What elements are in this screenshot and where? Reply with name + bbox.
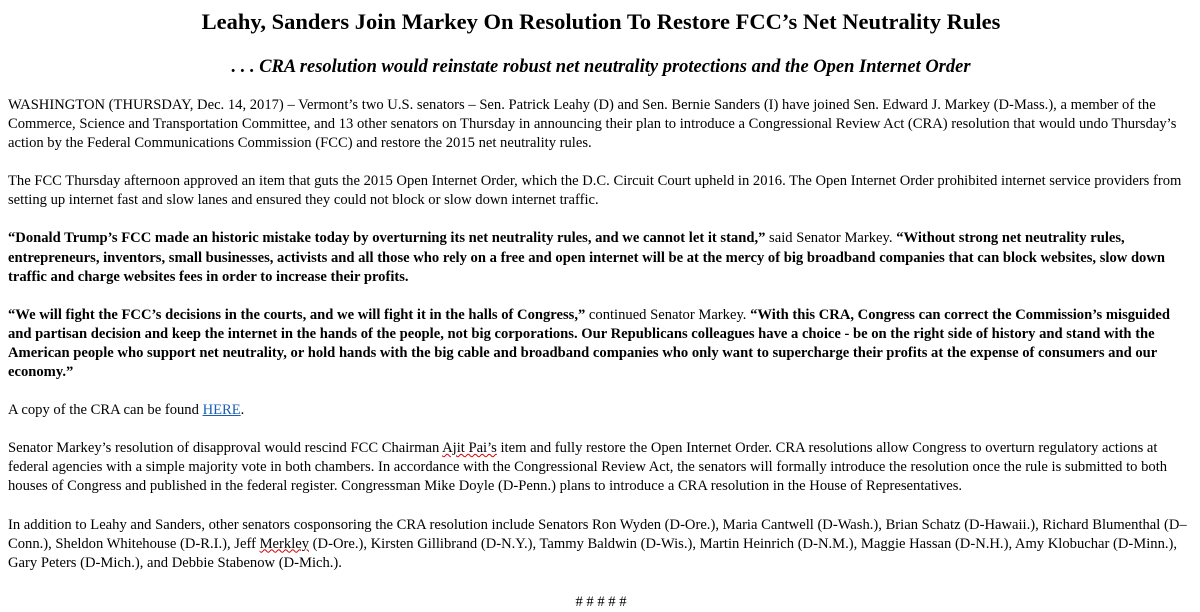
paragraph-markey-quote-1: [8, 229, 1194, 286]
quote-text: “Without strong net neutrality rules, entrepreneurs, inventors, small businesses, activists and all those who rely on a free and open internet will be at the mercy of big broadband companies that can block websites, slow down traffic and charge websites fees in order to increase their profits.: [8, 230, 1166, 285]
end-mark: # # # # #: [575, 593, 627, 610]
misspelled-name: Merkley: [259, 535, 310, 552]
cra-here-link[interactable]: HERE: [202, 402, 241, 419]
press-release-document: [0, 8, 1200, 610]
headline: Leahy, Sanders Join Markey On Resolution To Restore FCC’s Net Neutrality Rules: [201, 9, 1001, 34]
quote-text: “Donald Trump’s FCC made an historic mistake today by overturning its net neutrality rules, and we cannot let it stand,”: [8, 230, 766, 247]
paragraph-cra-copy: [8, 401, 1194, 420]
resolution-text: item and fully restore the Open Internet Order. CRA resolutions allow Congress to overturn regulatory actions at federal agencies with a simple majority vote in both chambers. In accordance with the Congressional Review Act, the senators will formally introduce the resolution once the rule is submitted to both houses of Congress and published in the federal register. Congressman Mike Doyle (D-Penn.) plans to introduce a CRA resolution in the House of Representatives.: [8, 440, 1168, 495]
paragraph-intro: WASHINGTON (THURSDAY, Dec. 14, 2017) – Vermont’s two U.S. senators – Sen. Patrick Leahy (D) and Sen. Bernie Sanders (I) have joined Sen. Edward J. Markey (D-Mass.), a member of the Commerce, Science and Transportation Committee, and 13 other senators on Thursday in announcing their plan to introduce a Congressional Review Act (CRA) resolution that would undo Thursday’s action by the Federal Communications Commission (FCC) and restore the 2015 net neutrality rules.: [8, 97, 1177, 152]
quote-text: “We will fight the FCC’s decisions in the courts, and we will fight it in the halls of Congress,”: [8, 306, 586, 323]
cra-copy-end: .: [240, 402, 245, 419]
resolution-text: Senator Markey’s resolution of disapproval would rescind FCC Chairman: [8, 440, 443, 457]
subheadline: . . . CRA resolution would reinstate robust net neutrality protections and the Open Internet Order: [231, 57, 971, 77]
cosponsors-text: In addition to Leahy and Sanders, other senators cosponsoring the CRA resolution include Senators Ron Wyden (D-Ore.), Maria Cantwell (D-Wash.), Brian Schatz (D-Hawaii.), Richard Blumenthal (D–Conn.), Sheldon Whitehouse (D-R.I.), Jeff: [8, 516, 1187, 552]
paragraph-resolution-details: [8, 439, 1194, 496]
paragraph-markey-quote-2: [8, 306, 1194, 382]
quote-attribution: continued Senator Markey.: [585, 306, 751, 323]
quote-text: “With this CRA, Congress can correct the Commission’s misguided and partisan decision and keep the internet in the hands of the people, not big corporations. Our Republicans colleagues have a choice - be on the right side of history and stand with the American people who support net neutrality, or hold hands with the big cable and broadband companies who only want to supercharge their profits at the expense of consumers and our economy.”: [8, 306, 1170, 381]
paragraph-fcc-action: The FCC Thursday afternoon approved an item that guts the 2015 Open Internet Order, which the D.C. Circuit Court upheld in 2016. The Open Internet Order prohibited internet service providers from setting up internet fast and slow lanes and ensured they could not block or slow down internet traffic.: [8, 173, 1182, 209]
paragraph-cosponsors: [8, 516, 1194, 573]
quote-attribution: said Senator Markey.: [765, 230, 897, 247]
cosponsors-text: (D-Ore.), Kirsten Gillibrand (D-N.Y.), Tammy Baldwin (D-Wis.), Martin Heinrich (D-N.M.), Maggie Hassan (D-N.H.), Amy Klobuchar (D-Minn.), Gary Peters (D-Mich.), and Debbie Stabenow (D-Mich.).: [8, 535, 1178, 571]
cra-copy-text: A copy of the CRA can be found: [8, 402, 203, 419]
misspelled-name: Ajit Pai’s: [442, 440, 497, 457]
